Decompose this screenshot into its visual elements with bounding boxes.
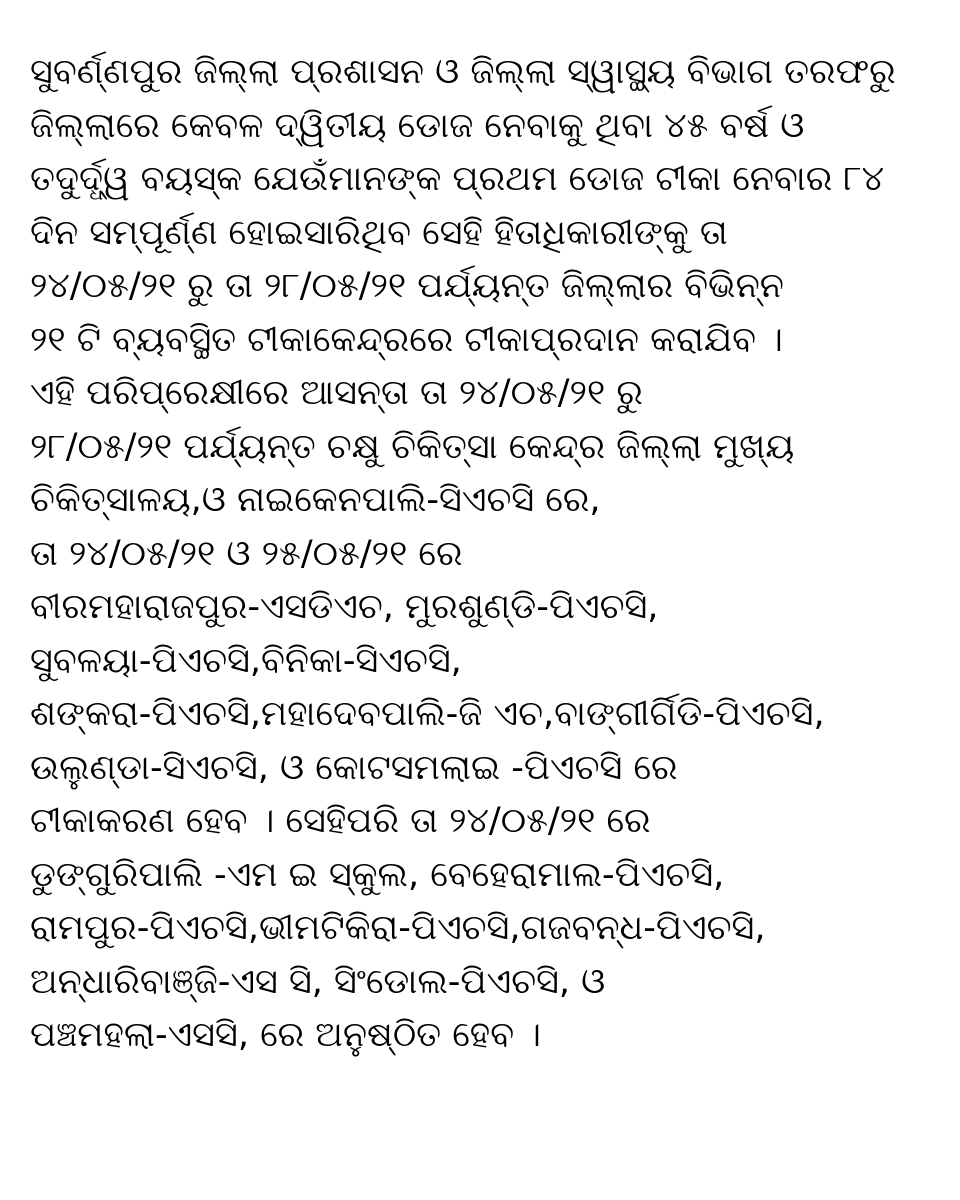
notice-line-5: ୨୪/୦୫/୨୧ ରୁ ତା ୨୮/୦୫/୨୧ ପର୍ଯ୍ୟନ୍ତ ଜିଲ୍ଲାର ବିଭିନ୍ନ: [30, 266, 784, 306]
notice-line-18: ଅନ୍ଧାରିବାଞ୍ଜି-ଏସ ସି, ସିଂଡୋଲ-ପିଏଚସି, ଓ: [30, 961, 606, 1002]
notice-line-17: ରାମପୁର-ପିଏଚସି,ଭୀମଟିକିରା-ପିଏଚସି,ଗଜବନ୍ଧ-ପିଏଚସି,: [30, 908, 766, 948]
notice-line-7: ଏହି ପରିପ୍ରେକ୍ଷୀରେ ଆସନ୍ତା ତା ୨୪/୦୫/୨୧ ରୁ: [30, 373, 643, 413]
notice-line-1: ସୁବର୍ଣ୍ଣପୁର ଜିଲ୍ଲା ପ୍ରଶାସନ ଓ ଜିଲ୍ଲା ସ୍ୱାସ୍ଥ୍ୟ ବିଭାଗ ତରଫରୁ: [30, 52, 896, 92]
notice-line-2: ଜିଲ୍ଲାରେ କେବଳ ଦ୍ୱିତୀୟ ଡୋଜ ନେବାକୁ ଥିବା ୪୫ ବର୍ଷ ଓ: [30, 105, 805, 146]
notice-line-16: ଡୁଙ୍ଗୁରିପାଲି -ଏମ ଇ ସ୍କୁଲ, ବେହେରାମାଲ-ପିଏଚସି,: [30, 854, 725, 895]
notice-text-block: [30, 46, 930, 1063]
notice-line-6: ୨୧ ଟି ବ୍ୟବସ୍ଥିତ ଟୀକାକେନ୍ଦ୍ରରେ ଟୀକାପ୍ରଦାନ କରାଯିବ ।: [30, 319, 783, 360]
notice-line-3: ତଦୁର୍ଦ୍ଧ୍ୱ ବୟସ୍କ ଯେଉଁମାନଙ୍କ ପ୍ରଥମ ଡୋଜ ଟୀକା ନେବାର ୮୪: [30, 159, 885, 199]
notice-line-13: ଶଙ୍କରା-ପିଏଚସି,ମହାଦେବପାଲି-ଜି ଏଚ,ବାଙ୍ଗୀର୍ଗିଡି-ପିଏଚସି,: [30, 694, 825, 734]
notice-line-11: ବୀରମହାରାଜପୁର-ଏସଡିଏଚ, ମୁରଶୁଣ୍ଡି-ପିଏଚସି,: [30, 587, 659, 627]
notice-line-4: ଦିନ ସମ୍ପୂର୍ଣ୍ଣ ହୋଇସାରିଥିବ ସେହି ହିତାଧିକାରୀଙ୍କୁ ତା: [30, 212, 728, 253]
notice-line-15: ଟୀକାକରଣ ହେବ । ସେହିପରି ତା ୨୪/୦୫/୨୧ ରେ: [30, 801, 651, 841]
notice-line-14: ଉଲୁଣ୍ଡା-ସିଏଚସି, ଓ କୋଟସମଲାଇ -ପିଏଚସି ରେ: [30, 747, 678, 788]
notice-line-19: ପଞ୍ଚମହଲା-ଏସସି, ରେ ଅନୁଷ୍ଠିତ ହେବ ।: [30, 1015, 541, 1055]
notice-line-8: ୨୮/୦୫/୨୧ ପର୍ଯ୍ୟନ୍ତ ଚକ୍ଷୁ ଚିକିତ୍ସା କେନ୍ଦ୍ର ଜିଲ୍ଲା ମୁଖ୍ୟ: [30, 426, 795, 467]
notice-line-10: ତା ୨୪/୦୫/୨୧ ଓ ୨୫/୦୫/୨୧ ରେ: [30, 533, 463, 574]
notice-line-12: ସୁବଳୟା-ପିଏଚସି,ବିନିକା-ସିଏଚସି,: [30, 640, 462, 681]
notice-line-9: ଚିକିତ୍ସାଳୟ,ଓ ନାଇକେନପାଲି-ସିଏଚସି ରେ,: [30, 480, 601, 520]
